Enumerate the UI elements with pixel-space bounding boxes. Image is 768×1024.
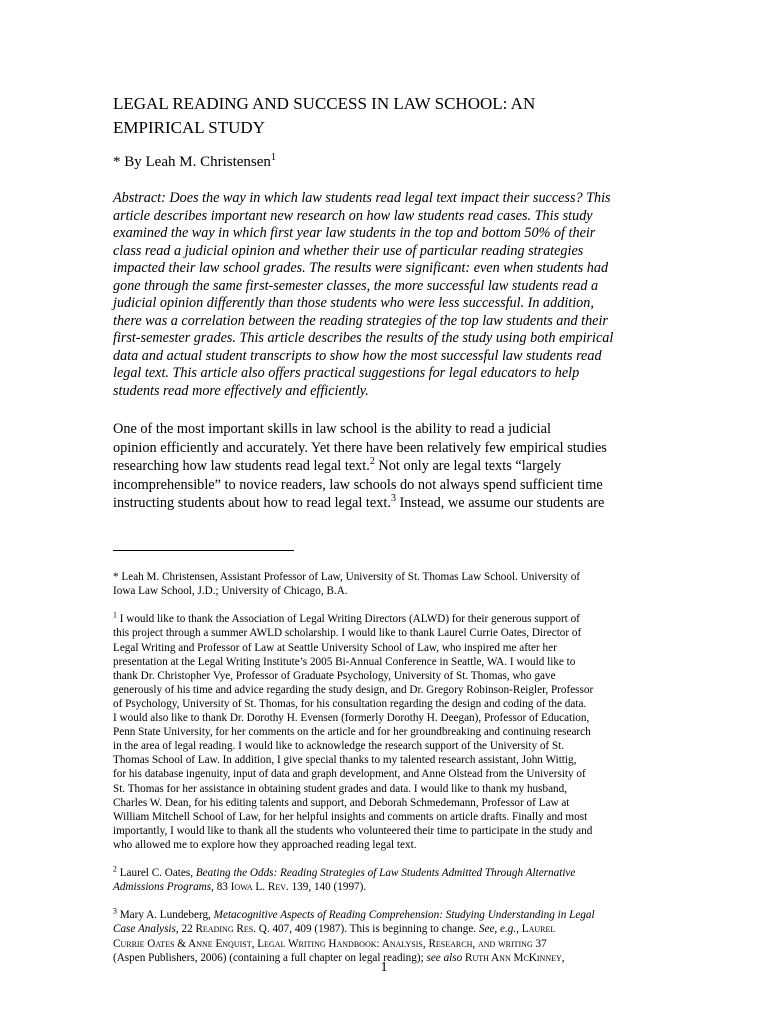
footnote-3-signal-see-also: see also (426, 951, 463, 964)
footnote-2-journal: Iowa L. Rev. (230, 881, 289, 894)
author-byline (113, 152, 276, 172)
page-number: 1 (380, 960, 388, 975)
footnote-3-author: Ruth Ann McKinney, (465, 951, 565, 964)
abstract: Abstract: Does the way in which law students read legal text impact their success? This article describes important new research on how law students read cases. This study examined the way in which first year law students in the top and bottom 50% of their class read a judicial opinion and whether their use of particular reading strategies impacted their law school grades. The results were significant: even when students had gone through the same first-semester classes, the more successful law students read a judicial opinion differently than those students who were less successful. In addition, there was a correlation between the reading strategies of the top law students and their first-semester grades. This article describes the results of the study using both empirical data and actual student transcripts to show how the most successful law students read legal text. This article also offers practical suggestions for legal educators to help students read more effectively and efficiently. (113, 190, 614, 399)
footnote-3-number: 3 (113, 906, 117, 916)
article-title: LEGAL READING AND SUCCESS IN LAW SCHOOL: AN EMPIRICAL STUDY (113, 94, 536, 137)
body-text-part-2: Not only are legal texts “largely incomprehensible” to novice readers, law schools do not always spend sufficient time instructing students about how to read legal text. (113, 458, 603, 511)
footnote-3-journal: Reading Res. Q. (195, 923, 270, 936)
footnote-2-article-title: Beating the Odds: Reading Strategies of Law Students Admitted Through Alternative Admissions Programs (113, 867, 576, 894)
footnote-3 (113, 908, 663, 964)
footnote-author: * Leah M. Christensen, Assistant Professor of Law, University of St. Thomas Law School. University of Iowa Law School, J.D.; University of Chicago, B.A. (113, 571, 581, 598)
footnote-1-number: 1 (113, 610, 117, 620)
footnote-3-signal-see-eg: See, e.g. (478, 923, 517, 936)
footnote-3-text-d: , (516, 923, 522, 936)
author-name: * By Leah M. Christensen (113, 154, 271, 170)
body-text-part-3: Instead, we assume our students are (395, 495, 605, 511)
footnote-3-book-title: Laurel Currie Oates & Anne Enquist, Legal Writing Handbook: Analysis, Research, and writing (113, 923, 556, 950)
footnote-2-number: 2 (113, 864, 117, 874)
footnote-3-text-b: , 22 (175, 923, 196, 936)
footnote-3-article-title: Metacognitive Aspects of Reading Comprehension: Studying Understanding in Legal Case Analysis (113, 909, 595, 936)
footnote-ref-3: 3 (390, 493, 396, 505)
footnote-2 (113, 866, 663, 894)
footnote-1 (113, 612, 663, 852)
footnote-3-text-a: Mary A. Lundeberg, (116, 909, 214, 922)
footnote-3-text-e: 37 (Aspen Publishers, 2006) (containing a full chapter on legal reading); (113, 937, 547, 964)
footnote-separator (113, 550, 294, 551)
footnote-marker-1: 1 (270, 152, 277, 163)
footnote-2-text-c: 139, 140 (1997). (288, 881, 367, 894)
footnote-1-text: I would like to thank the Association of Legal Writing Directors (ALWD) for their generous support of this project through a summer AWLD scholarship. I would like to thank Laurel Currie Oates, Director of Legal Writing and Professor of Law at Seattle University School of Law, who inspired me after her presentation at the Legal Writing Institute’s 2005 Bi-Annual Conference in Seattle, WA. I would like to thank Dr. Christopher Vye, Professor of Graduate Psychology, University of St. Thomas, who gave generously of his time and advice regarding the study design, and Dr. Gregory Robinson-Reigler, Professor of Psychology, University of St. Thomas, for his consultation regarding the design and coding of the data. I would also like to thank Dr. Dorothy H. Evensen (formerly Dorothy H. Deegan), Professor of Education, Penn State University, for her comments on the article and for her groundbreaking and continuing research in the area of legal reading. I would like to acknowledge the research support of the University of St. Thomas School of Law. In addition, I give special thanks to my talented research assistant, John Wittig, for his database ingenuity, input of data and graph development, and Anne Olstead from the University of St. Thomas for her assistance in obtaining student grades and data. I would like to thank my husband, Charles W. Dean, for his editing talents and support, and Deborah Schmedemann, Professor of Law at William Mitchell School of Law, for her helpful insights and comments on article drafts. Finally and most importantly, I would like to thank all the students who volunteered their time to participate in the study and who allowed me to explore how they approached reading legal text. (113, 613, 594, 851)
body-paragraph (113, 420, 661, 513)
footnote-2-text-a: Laurel C. Oates, (116, 867, 196, 880)
footnote-2-text-b: , 83 (211, 881, 231, 894)
footnote-3-text-c: 407, 409 (1987). This is beginning to change. (269, 923, 479, 936)
footnotes (113, 556, 663, 979)
footnote-ref-2: 2 (369, 456, 375, 468)
body-text-part-1: One of the most important skills in law school is the ability to read a judicial opinion efficiently and accurately. Yet there have been relatively few empirical studies researching how law students read legal text. (113, 421, 607, 474)
